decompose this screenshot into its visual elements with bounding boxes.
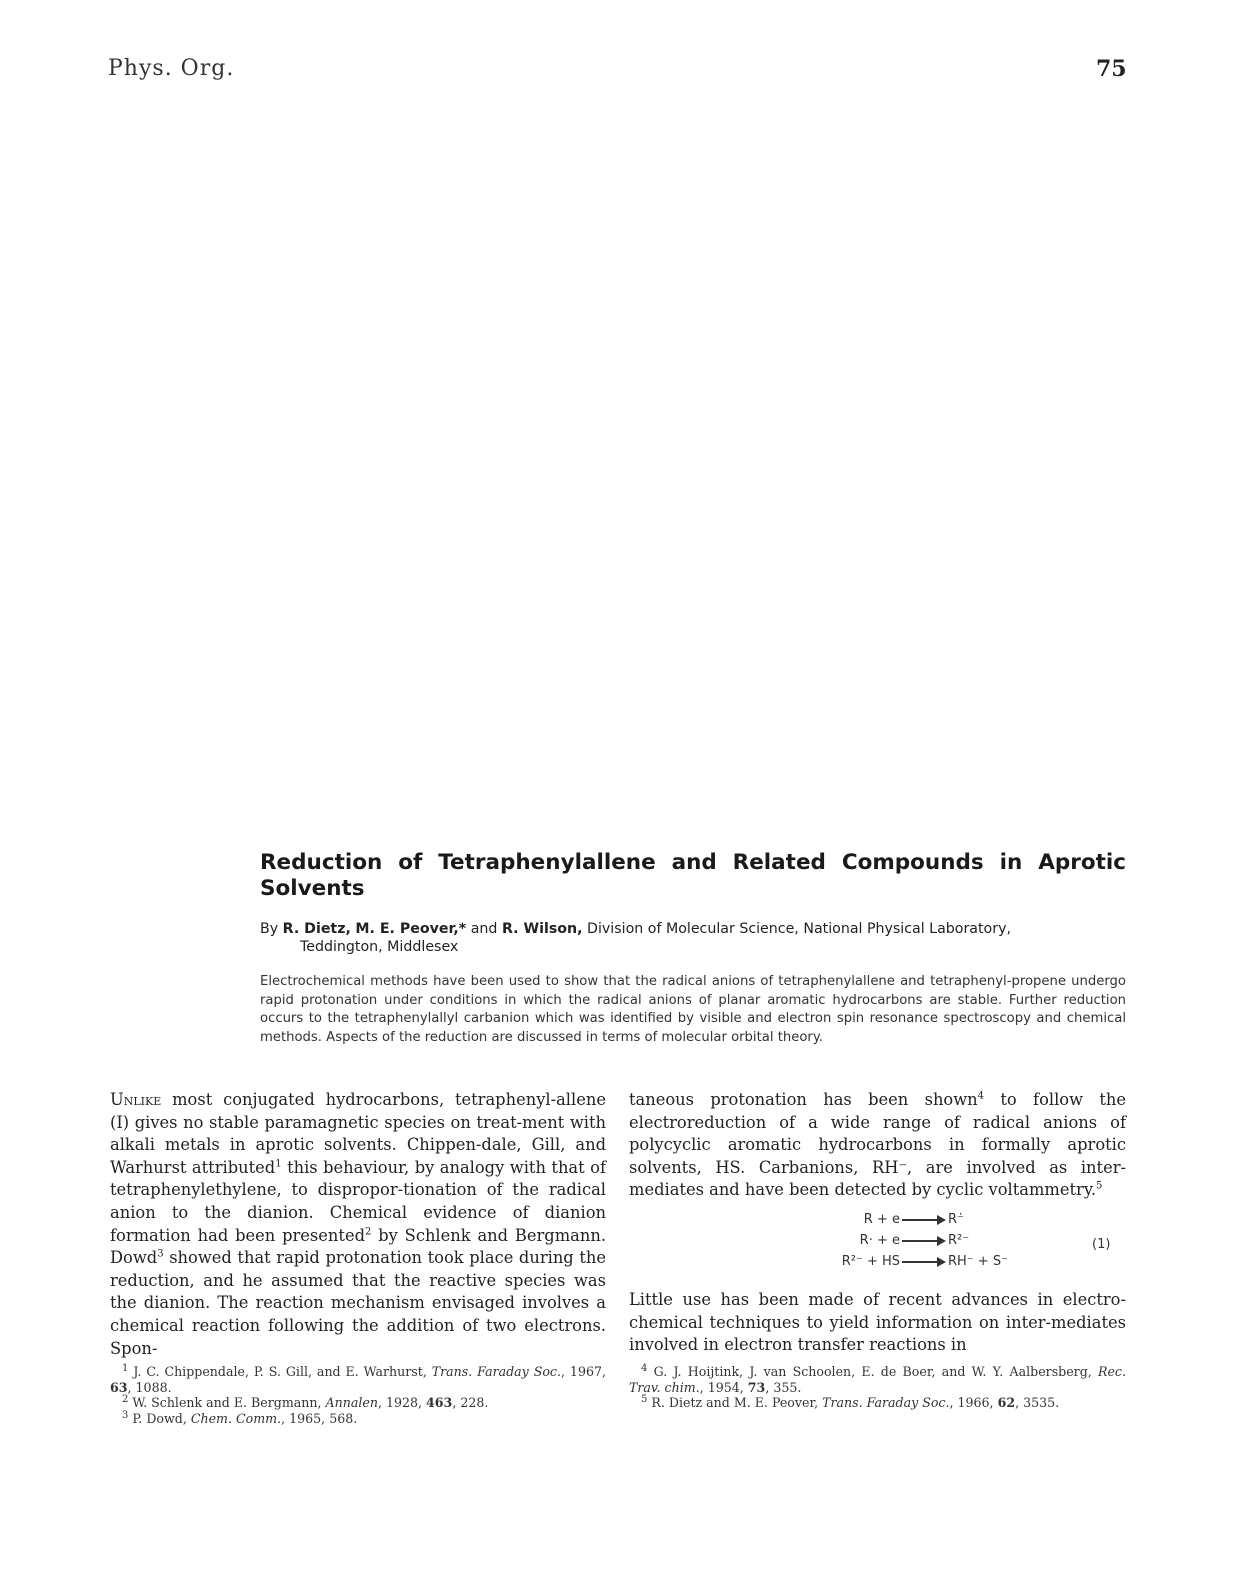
- footnote: [629, 1395, 1126, 1411]
- footnote-journal: Trans. Faraday Soc.: [431, 1364, 561, 1379]
- body-column-left: [110, 1089, 606, 1360]
- footnote: [629, 1364, 1126, 1395]
- footnote-page: , 228.: [452, 1395, 489, 1411]
- footnote-page: , 355.: [765, 1379, 802, 1395]
- reaction-arrow-icon: [902, 1261, 942, 1263]
- body-text: to follow the electroreduction of a wide range of radical anions of polycyclic aromatic hydrocarbons in formally aprotic solvents, HS. Carbanions, RH⁻, are involved as inter-mediates and have been detected by cyclic voltammetry.: [629, 1090, 1127, 1200]
- scheme-row: [780, 1212, 1126, 1233]
- footnote-year: , 1966,: [949, 1395, 998, 1411]
- footnote-year: , 1967,: [561, 1364, 606, 1379]
- ref-marker: 1: [275, 1158, 282, 1170]
- ref-marker: 2: [365, 1226, 372, 1238]
- scheme-products: R⁻̇: [948, 1212, 964, 1227]
- footnote-authors: R. Dietz and M. E. Peover,: [651, 1395, 823, 1411]
- author-peover: M. E. Peover,*: [355, 921, 467, 937]
- footnote-journal: Chem. Comm.: [190, 1410, 282, 1426]
- footnote-number: 2: [122, 1394, 129, 1405]
- article-title: Reduction of Tetraphenylallene and Related Compounds in Aprotic Solvents: [260, 850, 1126, 901]
- footnote-page: , 3535.: [1015, 1395, 1060, 1411]
- body-text: taneous protonation has been shown: [629, 1090, 978, 1109]
- footnote-number: 1: [122, 1362, 129, 1374]
- footnote-year: , 1954,: [699, 1379, 748, 1395]
- footnote-number: 3: [122, 1409, 129, 1421]
- footnote-volume: 73: [747, 1379, 766, 1395]
- footnote-year: , 1928,: [377, 1395, 427, 1411]
- footnote-volume: 463: [426, 1395, 453, 1411]
- body-column-right: [629, 1089, 1126, 1202]
- scheme-products: RH⁻ + S⁻: [948, 1254, 1008, 1269]
- footnote-journal: Rec. Trav. chim.: [629, 1364, 1126, 1395]
- body-text: by Schlenk and Bergmann. Dowd: [110, 1225, 606, 1268]
- scheme-row: [780, 1233, 1126, 1254]
- ref-marker: 5: [1096, 1180, 1103, 1192]
- reaction-arrow-icon: [902, 1240, 942, 1242]
- body-text: this behaviour, by analogy with that of tetraphenylethylene, to dispropor-tionation of the radical anion to the dianion. Chemical evidence of dianion formation had been presented: [110, 1157, 606, 1245]
- footnote-authors: P. Dowd,: [132, 1410, 191, 1426]
- running-head: Phys. Org.: [108, 56, 235, 81]
- reaction-arrow-icon: [902, 1219, 942, 1221]
- footnote-number: 4: [641, 1362, 648, 1374]
- footnotes-right: [629, 1364, 1126, 1411]
- footnote: [110, 1364, 606, 1395]
- scheme-row: [780, 1254, 1126, 1275]
- and-label: and: [470, 921, 498, 937]
- author-line: [260, 920, 1126, 956]
- body-paragraph: [629, 1289, 1126, 1357]
- dropcap-word: Unlike: [110, 1090, 162, 1109]
- equation-number: (1): [1092, 1237, 1111, 1252]
- footnote-volume: 63: [110, 1379, 128, 1395]
- by-label: By: [260, 921, 279, 937]
- author-dietz: R. Dietz,: [282, 921, 351, 937]
- body-text: Little use has been made of recent advances in electro-chemical techniques to yield information on inter-mediates involved in electron transfer reactions in: [629, 1290, 1126, 1355]
- reaction-scheme: [780, 1212, 1126, 1275]
- scheme-reactants: R· + e: [859, 1233, 900, 1248]
- footnote-authors: J. C. Chippendale, P. S. Gill, and E. Warhurst,: [133, 1364, 432, 1379]
- abstract: Electrochemical methods have been used to show that the radical anions of tetraphenylallene and tetraphenyl-propene undergo rapid protonation under conditions in which the radical anions of planar aromatic hydrocarbons are stable. Further reduction occurs to the tetraphenylallyl carbanion which was identified by visible and electron spin resonance spectroscopy and chemical methods. Aspects of the reduction are discussed in terms of molecular orbital theory.: [260, 974, 1126, 1045]
- ref-marker: 3: [157, 1248, 164, 1260]
- author-wilson: R. Wilson,: [501, 921, 583, 937]
- footnote-number: 5: [641, 1394, 648, 1405]
- footnote: [110, 1411, 606, 1427]
- affiliation-line1: Division of Molecular Science, National Physical Laboratory,: [587, 921, 1011, 937]
- body-text: most conjugated hydrocarbons, tetraphenyl-allene (I) gives no stable paramagnetic species on treat-ment with alkali metals in aprotic solvents. Chippen-dale, Gill, and Warhurst attributed: [110, 1090, 606, 1177]
- footnote-authors: G. J. Hoijtink, J. van Schoolen, E. de Boer, and W. Y. Aalbersberg,: [653, 1364, 1098, 1379]
- body-text: showed that rapid protonation took place during the reduction, and he assumed that the reactive species was the dianion. The reaction mechanism envisaged involves a chemical reaction following the addition of two electrons. Spon-: [110, 1248, 606, 1358]
- footnote-year: , 1965, 568.: [281, 1410, 358, 1426]
- footnote: [110, 1395, 606, 1411]
- page-number: 75: [1096, 56, 1127, 82]
- footnote-journal: Trans. Faraday Soc.: [822, 1395, 950, 1411]
- footnote-page: , 1088.: [127, 1379, 172, 1395]
- footnote-journal: Annalen: [325, 1395, 378, 1411]
- scheme-reactants: R + e: [863, 1212, 900, 1227]
- scheme-products: R²⁻: [948, 1233, 970, 1248]
- footnotes-left: [110, 1364, 606, 1426]
- scheme-reactants: R²⁻ + HS: [841, 1254, 900, 1269]
- ref-marker: 4: [977, 1090, 985, 1102]
- affiliation-line2: Teddington, Middlesex: [300, 939, 459, 955]
- footnote-volume: 62: [997, 1395, 1016, 1411]
- footnote-authors: W. Schlenk and E. Bergmann,: [132, 1395, 326, 1411]
